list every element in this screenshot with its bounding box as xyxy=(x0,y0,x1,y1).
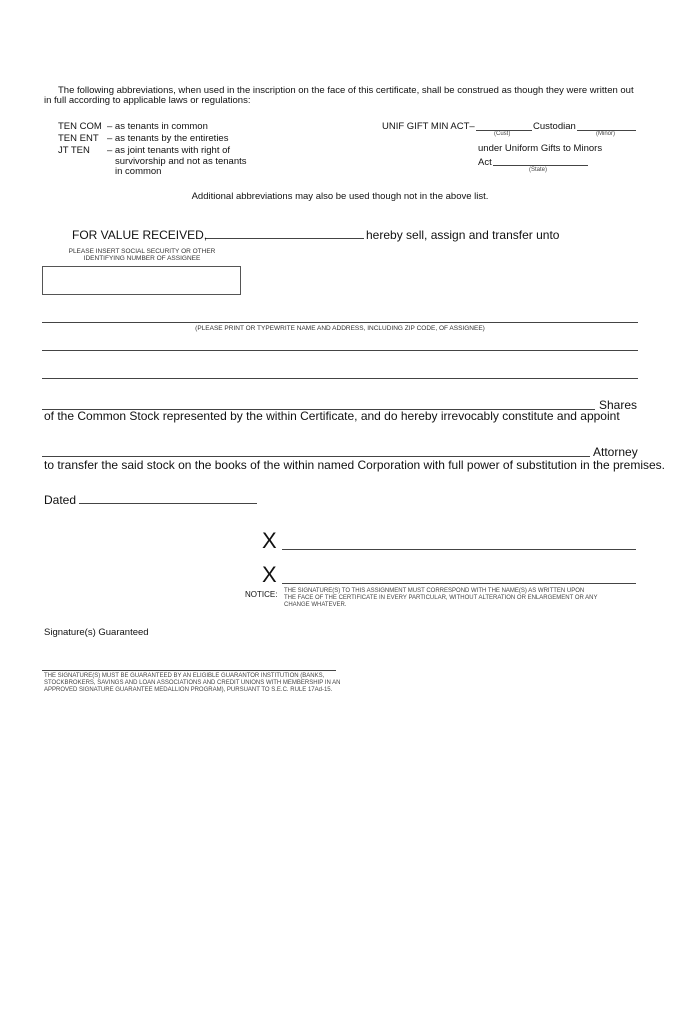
signature-guaranteed-label: Signature(s) Guaranteed xyxy=(44,627,149,638)
dated-label: Dated xyxy=(44,493,77,507)
guarantee-note: THE SIGNATURE(S) MUST BE GUARANTEED BY AN ELIGIBLE GUARANTOR INSTITUTION (BANKS, xyxy=(44,673,325,679)
ugma-under: under Uniform Gifts to Minors xyxy=(478,143,603,154)
signature-line[interactable] xyxy=(282,549,636,550)
common-stock-text: of the Common Stock represented by the within Certificate, and do hereby irrevocably constitute and appoint xyxy=(44,409,620,423)
additional-note: Additional abbreviations may also be used though not in the above list. xyxy=(191,191,489,202)
guarantee-note: STOCKBROKERS, SAVINGS AND LOAN ASSOCIATIONS AND CREDIT UNIONS WITH MEMBERSHIP IN AN xyxy=(44,680,341,686)
ssn-caption: IDENTIFYING NUMBER OF ASSIGNEE xyxy=(83,255,201,262)
attorney-label: Attorney xyxy=(593,445,638,459)
notice-text: THE SIGNATURE(S) TO THIS ASSIGNMENT MUST CORRESPOND WITH THE NAME(S) AS WRITTEN UPON xyxy=(284,588,585,594)
abbrev-meaning: – as tenants in common xyxy=(107,121,208,132)
abbrev-meaning: – as joint tenants with right of xyxy=(107,145,231,156)
guarantee-note: APPROVED SIGNATURE GUARANTEE MEDALLION PROGRAM), PURSUANT TO S.E.C. RULE 17Ad-15. xyxy=(44,687,333,693)
minor-caption: (Minor) xyxy=(596,131,615,137)
dated-line[interactable] xyxy=(79,503,257,504)
abbrev-code: TEN ENT xyxy=(58,133,99,144)
signature-x-mark: X xyxy=(262,528,277,553)
state-line[interactable] xyxy=(493,165,588,166)
assignor-line[interactable] xyxy=(206,238,364,239)
address-line[interactable] xyxy=(42,378,638,379)
abbrev-code: JT TEN xyxy=(58,145,90,156)
ugma-label: UNIF GIFT MIN ACT– xyxy=(382,121,475,132)
intro-line-1: The following abbreviations, when used in the inscription on the face of this certificate, shall be construed as though they were written out xyxy=(58,85,634,96)
notice-text: THE FACE OF THE CERTIFICATE IN EVERY PARTICULAR, WITHOUT ALTERATION OR ENLARGEMENT OR ANY xyxy=(284,595,598,601)
for-value-received: FOR VALUE RECEIVED, xyxy=(72,228,208,242)
jt-ten-continuation: survivorship and not as tenants xyxy=(115,156,247,167)
address-line[interactable] xyxy=(42,350,638,351)
ssn-caption: PLEASE INSERT SOCIAL SECURITY OR OTHER xyxy=(68,248,216,255)
notice-text: CHANGE WHATEVER. xyxy=(284,602,347,608)
assignee-name-line[interactable] xyxy=(42,322,638,323)
abbrev-meaning: – as tenants by the entireties xyxy=(107,133,229,144)
hereby-transfer: hereby sell, assign and transfer unto xyxy=(366,228,560,242)
ssn-input-box[interactable] xyxy=(42,266,241,295)
ugma-act: Act xyxy=(478,157,492,168)
jt-ten-continuation: in common xyxy=(115,166,162,177)
print-name-caption: (PLEASE PRINT OR TYPEWRITE NAME AND ADDRESS, INCLUDING ZIP CODE, OF ASSIGNEE) xyxy=(195,325,485,332)
signature-line[interactable] xyxy=(282,583,636,584)
notice-label: NOTICE: xyxy=(245,590,278,599)
guarantor-line[interactable] xyxy=(42,670,336,671)
abbrev-code: TEN COM xyxy=(58,121,102,132)
state-caption: (State) xyxy=(529,167,548,173)
attorney-line[interactable] xyxy=(42,456,590,457)
transfer-text: to transfer the said stock on the books of the within named Corporation with full power of substitution in the premises. xyxy=(44,458,665,472)
shares-label: Shares xyxy=(599,398,638,412)
intro-line-2: in full according to applicable laws or regulations: xyxy=(44,95,251,106)
custodian-label: Custodian xyxy=(533,121,576,132)
cust-caption: (Cust) xyxy=(494,131,511,137)
signature-x-mark: X xyxy=(262,562,277,587)
